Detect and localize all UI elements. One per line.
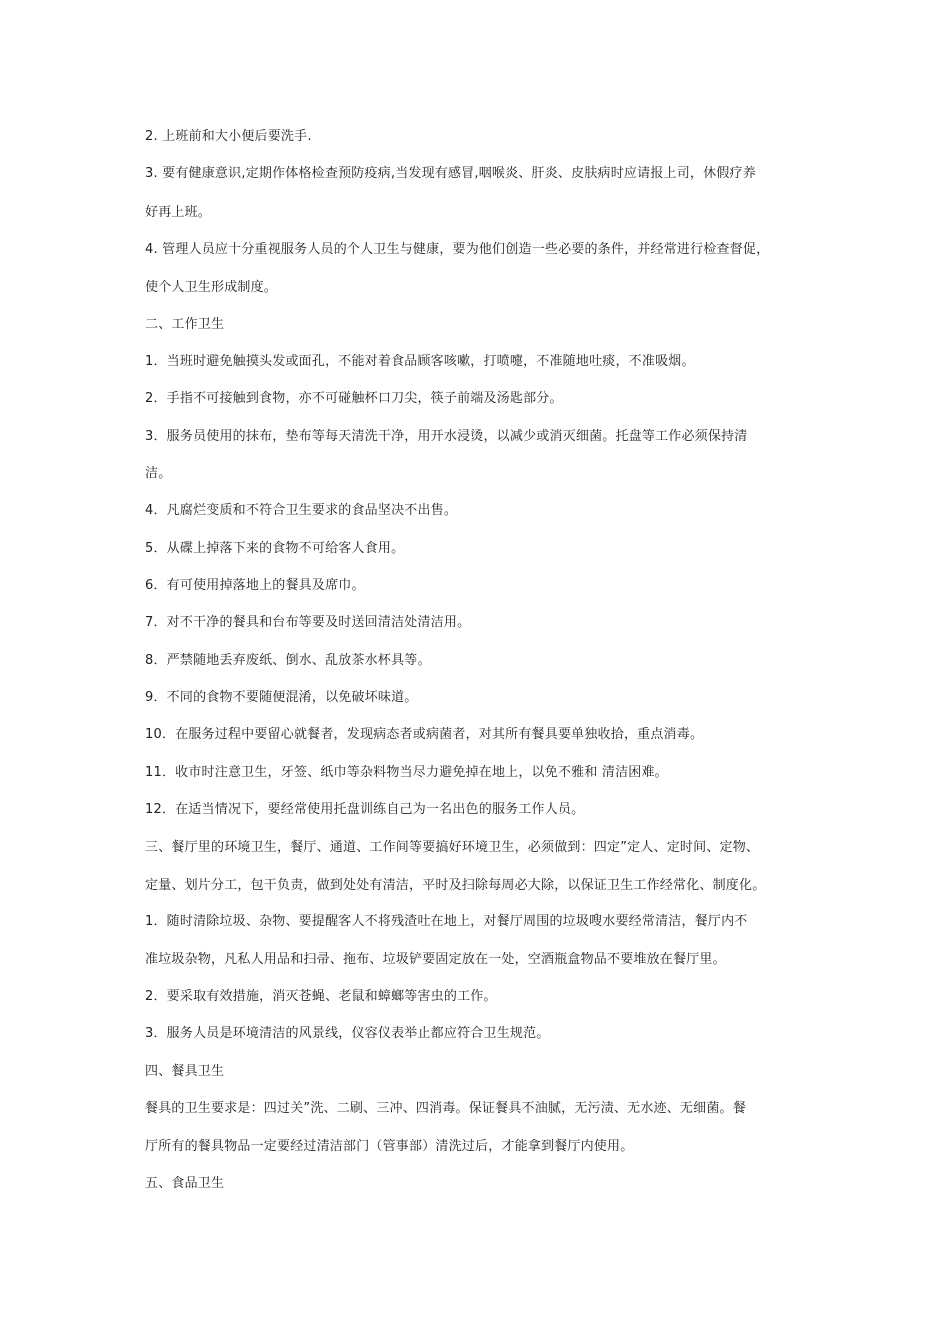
- text-line: 好再上班。: [145, 205, 212, 220]
- text-line: 餐具的卫生要求是：四过关”洗、二刷、三冲、四消毒。保证餐具不油腻，无污渍、无水迹、无细菌。餐: [145, 1101, 746, 1116]
- text-line: 6．有可使用掉落地上的餐具及席巾。: [145, 578, 365, 593]
- text-line: 1．随时清除垃圾、杂物、要提醒客人不将残渣吐在地上，对餐厅周围的垃圾嗖水要经常清洁，餐厅内不: [145, 914, 748, 929]
- text-line: 8．严禁随地丢弃废纸、倒水、乱放茶水杯具等。: [145, 653, 431, 668]
- text-line: 5．从碟上掉落下来的食物不可给客人食用。: [145, 541, 405, 556]
- text-line: 洁。: [145, 466, 172, 481]
- text-line: 10．在服务过程中要留心就餐者，发现病态者或病菌者，对其所有餐具要单独收拾，重点消毒。: [145, 727, 704, 742]
- section-heading: 二、工作卫生: [145, 317, 225, 332]
- text-line: 4．凡腐烂变质和不符合卫生要求的食品坚决不出售。: [145, 503, 458, 518]
- text-line: 3．服务员使用的抹布，垫布等每天清洗干净，用开水浸烫，以减少或消灭细菌。托盘等工作必须保持清: [145, 429, 748, 444]
- text-line: 11．收市时注意卫生，牙签、纸巾等杂料物当尽力避免掉在地上，以免不雅和 清洁困难。: [145, 765, 668, 780]
- text-line: 3. 要有健康意识,定期作体格检查预防疫病,当发现有感冒,咽喉炎、肝炎、皮肤病时应请报上司，休假疗养: [145, 166, 756, 181]
- text-line: 7．对不干净的餐具和台布等要及时送回清洁处清洁用。: [145, 615, 471, 630]
- text-line: 定量、划片分工，包干负责，做到处处有清洁，平时及扫除每周必大除，以保证卫生工作经常化、制度化。: [145, 878, 766, 893]
- text-line: 2．手指不可接触到食物，亦不可碰触杯口刀尖，筷子前端及汤匙部分。: [145, 391, 563, 406]
- text-line: 4. 管理人员应十分重视服务人员的个人卫生与健康，要为他们创造一些必要的条件，并经常进行检查督促，: [145, 242, 770, 257]
- text-line: 3．服务人员是环境清洁的风景线，仪容仪表举止都应符合卫生规范。: [145, 1026, 550, 1041]
- section-heading: 三、餐厅里的环境卫生，餐厅、通道、工作间等要搞好环境卫生，必须做到：四定”定人、定时间、定物、: [145, 840, 760, 855]
- section-heading: 五、食品卫生: [145, 1176, 225, 1191]
- section-heading: 四、餐具卫生: [145, 1064, 225, 1079]
- text-line: 12．在适当情况下，要经常使用托盘训练自己为一名出色的服务工作人员。: [145, 802, 585, 817]
- text-line: 2．要采取有效措施，消灭苍蝇、老鼠和蟑螂等害虫的工作。: [145, 989, 497, 1004]
- text-line: 准垃圾杂物，凡私人用品和扫帚、拖布、垃圾铲要固定放在一处，空酒瓶盒物品不要堆放在餐厅里。: [145, 952, 726, 967]
- text-line: 2. 上班前和大小便后要洗手.: [145, 129, 312, 144]
- text-line: 厅所有的餐具物品一定要经过清洁部门（管事部）清洗过后，才能拿到餐厅内使用。: [145, 1139, 634, 1154]
- text-line: 9．不同的食物不要随便混淆，以免破坏味道。: [145, 690, 418, 705]
- text-line: 使个人卫生形成制度。: [145, 280, 278, 295]
- text-line: 1．当班时避免触摸头发或面孔，不能对着食品顾客咳嗽，打喷嚏，不准随地吐痰，不准吸烟。: [145, 354, 695, 369]
